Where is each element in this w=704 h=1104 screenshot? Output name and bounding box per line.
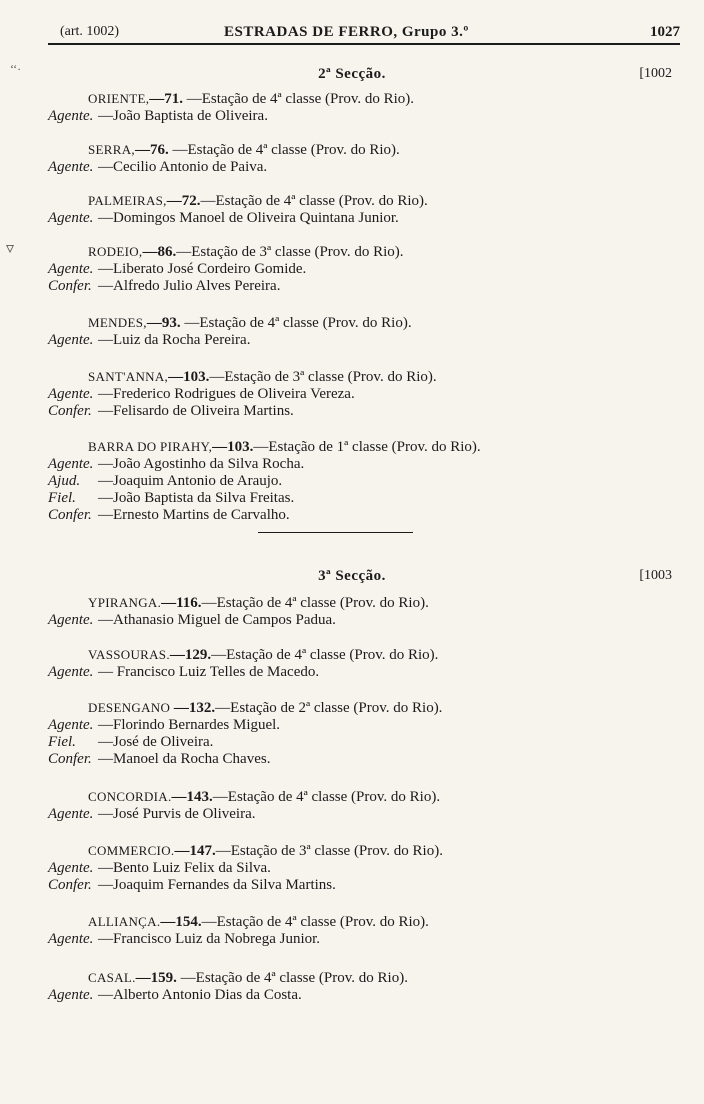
staff-line bbox=[48, 717, 704, 734]
station-km: —132. bbox=[170, 700, 216, 716]
station-name: SERRA, bbox=[88, 142, 135, 157]
station-km: —71. bbox=[149, 91, 183, 107]
staff-role: Confer. bbox=[48, 507, 92, 523]
staff-line bbox=[48, 159, 704, 176]
station-desc: —Estação de 2ª classe (Prov. do Rio). bbox=[215, 700, 443, 716]
station-km: —159. bbox=[135, 970, 177, 986]
station-entry bbox=[0, 842, 704, 894]
station-desc: —Estação de 4ª classe (Prov. do Rio). bbox=[200, 193, 428, 209]
station-entry bbox=[0, 90, 704, 125]
staff-role: Fiel. bbox=[48, 490, 76, 506]
staff-name: —Joaquim Antonio de Araujo. bbox=[98, 473, 283, 489]
station-line bbox=[88, 969, 704, 987]
staff-name: —José de Oliveira. bbox=[98, 734, 214, 750]
station-name: ORIENTE, bbox=[88, 91, 150, 106]
station-km: —72. bbox=[166, 193, 201, 209]
station-line bbox=[88, 192, 704, 210]
station-entry bbox=[0, 243, 704, 295]
station-name: ALLIANÇA. bbox=[88, 914, 161, 929]
station-name: PALMEIRAS, bbox=[88, 193, 167, 208]
staff-name: —Florindo Bernardes Miguel. bbox=[98, 717, 281, 733]
staff-line bbox=[48, 210, 704, 227]
station-desc: —Estação de 4ª classe (Prov. do Rio). bbox=[176, 970, 408, 986]
article-ref: (art. 1002) bbox=[60, 24, 120, 39]
staff-name: —Cecilio Antonio de Paiva. bbox=[98, 159, 268, 175]
station-entry bbox=[0, 594, 704, 629]
staff-line bbox=[48, 278, 704, 295]
station-km: —129. bbox=[169, 647, 212, 663]
staff-line bbox=[48, 860, 704, 877]
station-line bbox=[88, 646, 704, 664]
staff-role: Agente. bbox=[48, 159, 94, 175]
station-name: CASAL. bbox=[88, 970, 136, 985]
station-km: —93. bbox=[146, 315, 181, 331]
margin-mark: ▿ bbox=[6, 240, 15, 257]
section-ref: [1002 bbox=[639, 66, 672, 81]
staff-name: —João Agostinho da Silva Rocha. bbox=[98, 456, 305, 472]
staff-role: Confer. bbox=[48, 877, 92, 893]
staff-name: —João Baptista de Oliveira. bbox=[98, 108, 268, 124]
station-desc: —Estação de 3ª classe (Prov. do Rio). bbox=[209, 369, 437, 385]
station-line bbox=[88, 314, 704, 332]
staff-line bbox=[48, 490, 704, 507]
station-entry bbox=[0, 699, 704, 768]
station-line bbox=[88, 90, 704, 108]
staff-line bbox=[48, 734, 704, 751]
staff-role: Agente. bbox=[48, 261, 94, 277]
staff-name: —Alberto Antonio Dias da Costa. bbox=[98, 987, 302, 1003]
staff-name: —Joaquim Fernandes da Silva Martins. bbox=[98, 877, 336, 893]
staff-line bbox=[48, 456, 704, 473]
staff-line bbox=[48, 261, 704, 278]
staff-role: Agente. bbox=[48, 612, 94, 628]
staff-role: Agente. bbox=[48, 806, 94, 822]
station-entry bbox=[0, 788, 704, 823]
station-line bbox=[88, 368, 704, 386]
staff-name: —Felisardo de Oliveira Martins. bbox=[98, 403, 294, 419]
staff-role: Confer. bbox=[48, 751, 92, 767]
station-name: MENDES, bbox=[88, 315, 147, 330]
staff-role: Agente. bbox=[48, 108, 94, 124]
staff-name: — Francisco Luiz Telles de Macedo. bbox=[98, 664, 320, 680]
header-rule bbox=[48, 43, 680, 45]
station-km: —143. bbox=[171, 789, 213, 805]
station-km: —86. bbox=[142, 244, 177, 260]
station-name: RODEIO, bbox=[88, 244, 143, 259]
staff-role: Agente. bbox=[48, 987, 94, 1003]
section-title: 3ª Secção. bbox=[318, 568, 386, 584]
staff-line bbox=[48, 664, 704, 681]
staff-role: Agente. bbox=[48, 664, 94, 680]
station-desc: —Estação de 1ª classe (Prov. do Rio). bbox=[253, 439, 481, 455]
staff-role: Agente. bbox=[48, 386, 94, 402]
station-entry bbox=[0, 314, 704, 349]
staff-role: Ajud. bbox=[48, 473, 81, 489]
staff-role: Fiel. bbox=[48, 734, 76, 750]
staff-line bbox=[48, 877, 704, 894]
station-desc: —Estação de 4ª classe (Prov. do Rio). bbox=[183, 91, 415, 107]
station-desc: —Estação de 3ª classe (Prov. do Rio). bbox=[176, 244, 404, 260]
station-name: CONCORDIA. bbox=[88, 789, 172, 804]
station-km: —103. bbox=[212, 439, 254, 455]
staff-name: —Liberato José Cordeiro Gomide. bbox=[98, 261, 307, 277]
staff-line bbox=[48, 108, 704, 125]
station-entry bbox=[0, 141, 704, 176]
station-desc: —Estação de 4ª classe (Prov. do Rio). bbox=[168, 142, 400, 158]
station-line bbox=[88, 141, 704, 159]
station-km: —154. bbox=[160, 914, 202, 930]
staff-name: —Frederico Rodrigues de Oliveira Vereza. bbox=[98, 386, 355, 402]
station-km: —103. bbox=[168, 369, 210, 385]
station-line bbox=[88, 788, 704, 806]
staff-name: —José Purvis de Oliveira. bbox=[98, 806, 256, 822]
staff-name: —Manoel da Rocha Chaves. bbox=[98, 751, 271, 767]
station-name: YPIRANGA. bbox=[88, 595, 162, 610]
page-header bbox=[48, 22, 680, 44]
staff-name: —Luiz da Rocha Pereira. bbox=[98, 332, 251, 348]
section-divider bbox=[258, 532, 413, 533]
station-line bbox=[88, 842, 704, 860]
section-title: 2ª Secção. bbox=[318, 66, 386, 82]
staff-role: Confer. bbox=[48, 278, 92, 294]
section-ref: [1003 bbox=[639, 568, 672, 583]
staff-line bbox=[48, 332, 704, 349]
station-entry bbox=[0, 646, 704, 681]
station-name: DESENGANO bbox=[88, 700, 171, 715]
running-title: ESTRADAS DE FERRO, Grupo 3.º bbox=[224, 24, 469, 40]
staff-name: —Domingos Manoel de Oliveira Quintana Junior. bbox=[98, 210, 399, 226]
station-line bbox=[88, 243, 704, 261]
station-name: VASSOURAS. bbox=[88, 647, 170, 662]
station-name: COMMERCIO. bbox=[88, 843, 175, 858]
station-entry bbox=[0, 438, 704, 524]
station-desc: —Estação de 4ª classe (Prov. do Rio). bbox=[180, 315, 412, 331]
staff-line bbox=[48, 806, 704, 823]
station-entry bbox=[0, 913, 704, 948]
station-line bbox=[88, 699, 704, 717]
station-name: BARRA DO PIRAHY, bbox=[88, 439, 213, 454]
station-name: SANT'ANNA, bbox=[88, 369, 169, 384]
staff-line bbox=[48, 403, 704, 420]
staff-name: —Bento Luiz Felix da Silva. bbox=[98, 860, 271, 876]
staff-role: Agente. bbox=[48, 931, 94, 947]
station-desc: —Estação de 4ª classe (Prov. do Rio). bbox=[212, 789, 441, 805]
station-entry bbox=[0, 969, 704, 1004]
staff-role: Confer. bbox=[48, 403, 92, 419]
staff-role: Agente. bbox=[48, 332, 94, 348]
staff-line bbox=[48, 473, 704, 490]
staff-role: Agente. bbox=[48, 860, 94, 876]
staff-line bbox=[48, 386, 704, 403]
staff-line bbox=[48, 751, 704, 768]
staff-name: —João Baptista da Silva Freitas. bbox=[98, 490, 295, 506]
staff-line bbox=[48, 612, 704, 629]
station-km: —116. bbox=[161, 595, 202, 611]
staff-line bbox=[48, 931, 704, 948]
staff-name: —Athanasio Miguel de Campos Padua. bbox=[98, 612, 336, 628]
page-number: 1027 bbox=[650, 24, 680, 40]
staff-name: —Ernesto Martins de Carvalho. bbox=[98, 507, 290, 523]
station-desc: —Estação de 4ª classe (Prov. do Rio). bbox=[201, 914, 429, 930]
station-desc: —Estação de 3ª classe (Prov. do Rio). bbox=[215, 843, 443, 859]
station-km: —147. bbox=[174, 843, 216, 859]
station-entry bbox=[0, 368, 704, 420]
staff-line bbox=[48, 507, 704, 524]
station-km: —76. bbox=[134, 142, 169, 158]
station-desc: —Estação de 4ª classe (Prov. do Rio). bbox=[201, 595, 429, 611]
station-desc: —Estação de 4ª classe (Prov. do Rio). bbox=[211, 647, 439, 663]
station-line bbox=[88, 913, 704, 931]
margin-speck: ‘‘· bbox=[10, 62, 22, 76]
station-line bbox=[88, 438, 704, 456]
staff-name: —Alfredo Julio Alves Pereira. bbox=[98, 278, 281, 294]
station-entry bbox=[0, 192, 704, 227]
station-line bbox=[88, 594, 704, 612]
staff-role: Agente. bbox=[48, 210, 94, 226]
staff-role: Agente. bbox=[48, 456, 94, 472]
staff-line bbox=[48, 987, 704, 1004]
staff-role: Agente. bbox=[48, 717, 94, 733]
staff-name: —Francisco Luiz da Nobrega Junior. bbox=[98, 931, 321, 947]
